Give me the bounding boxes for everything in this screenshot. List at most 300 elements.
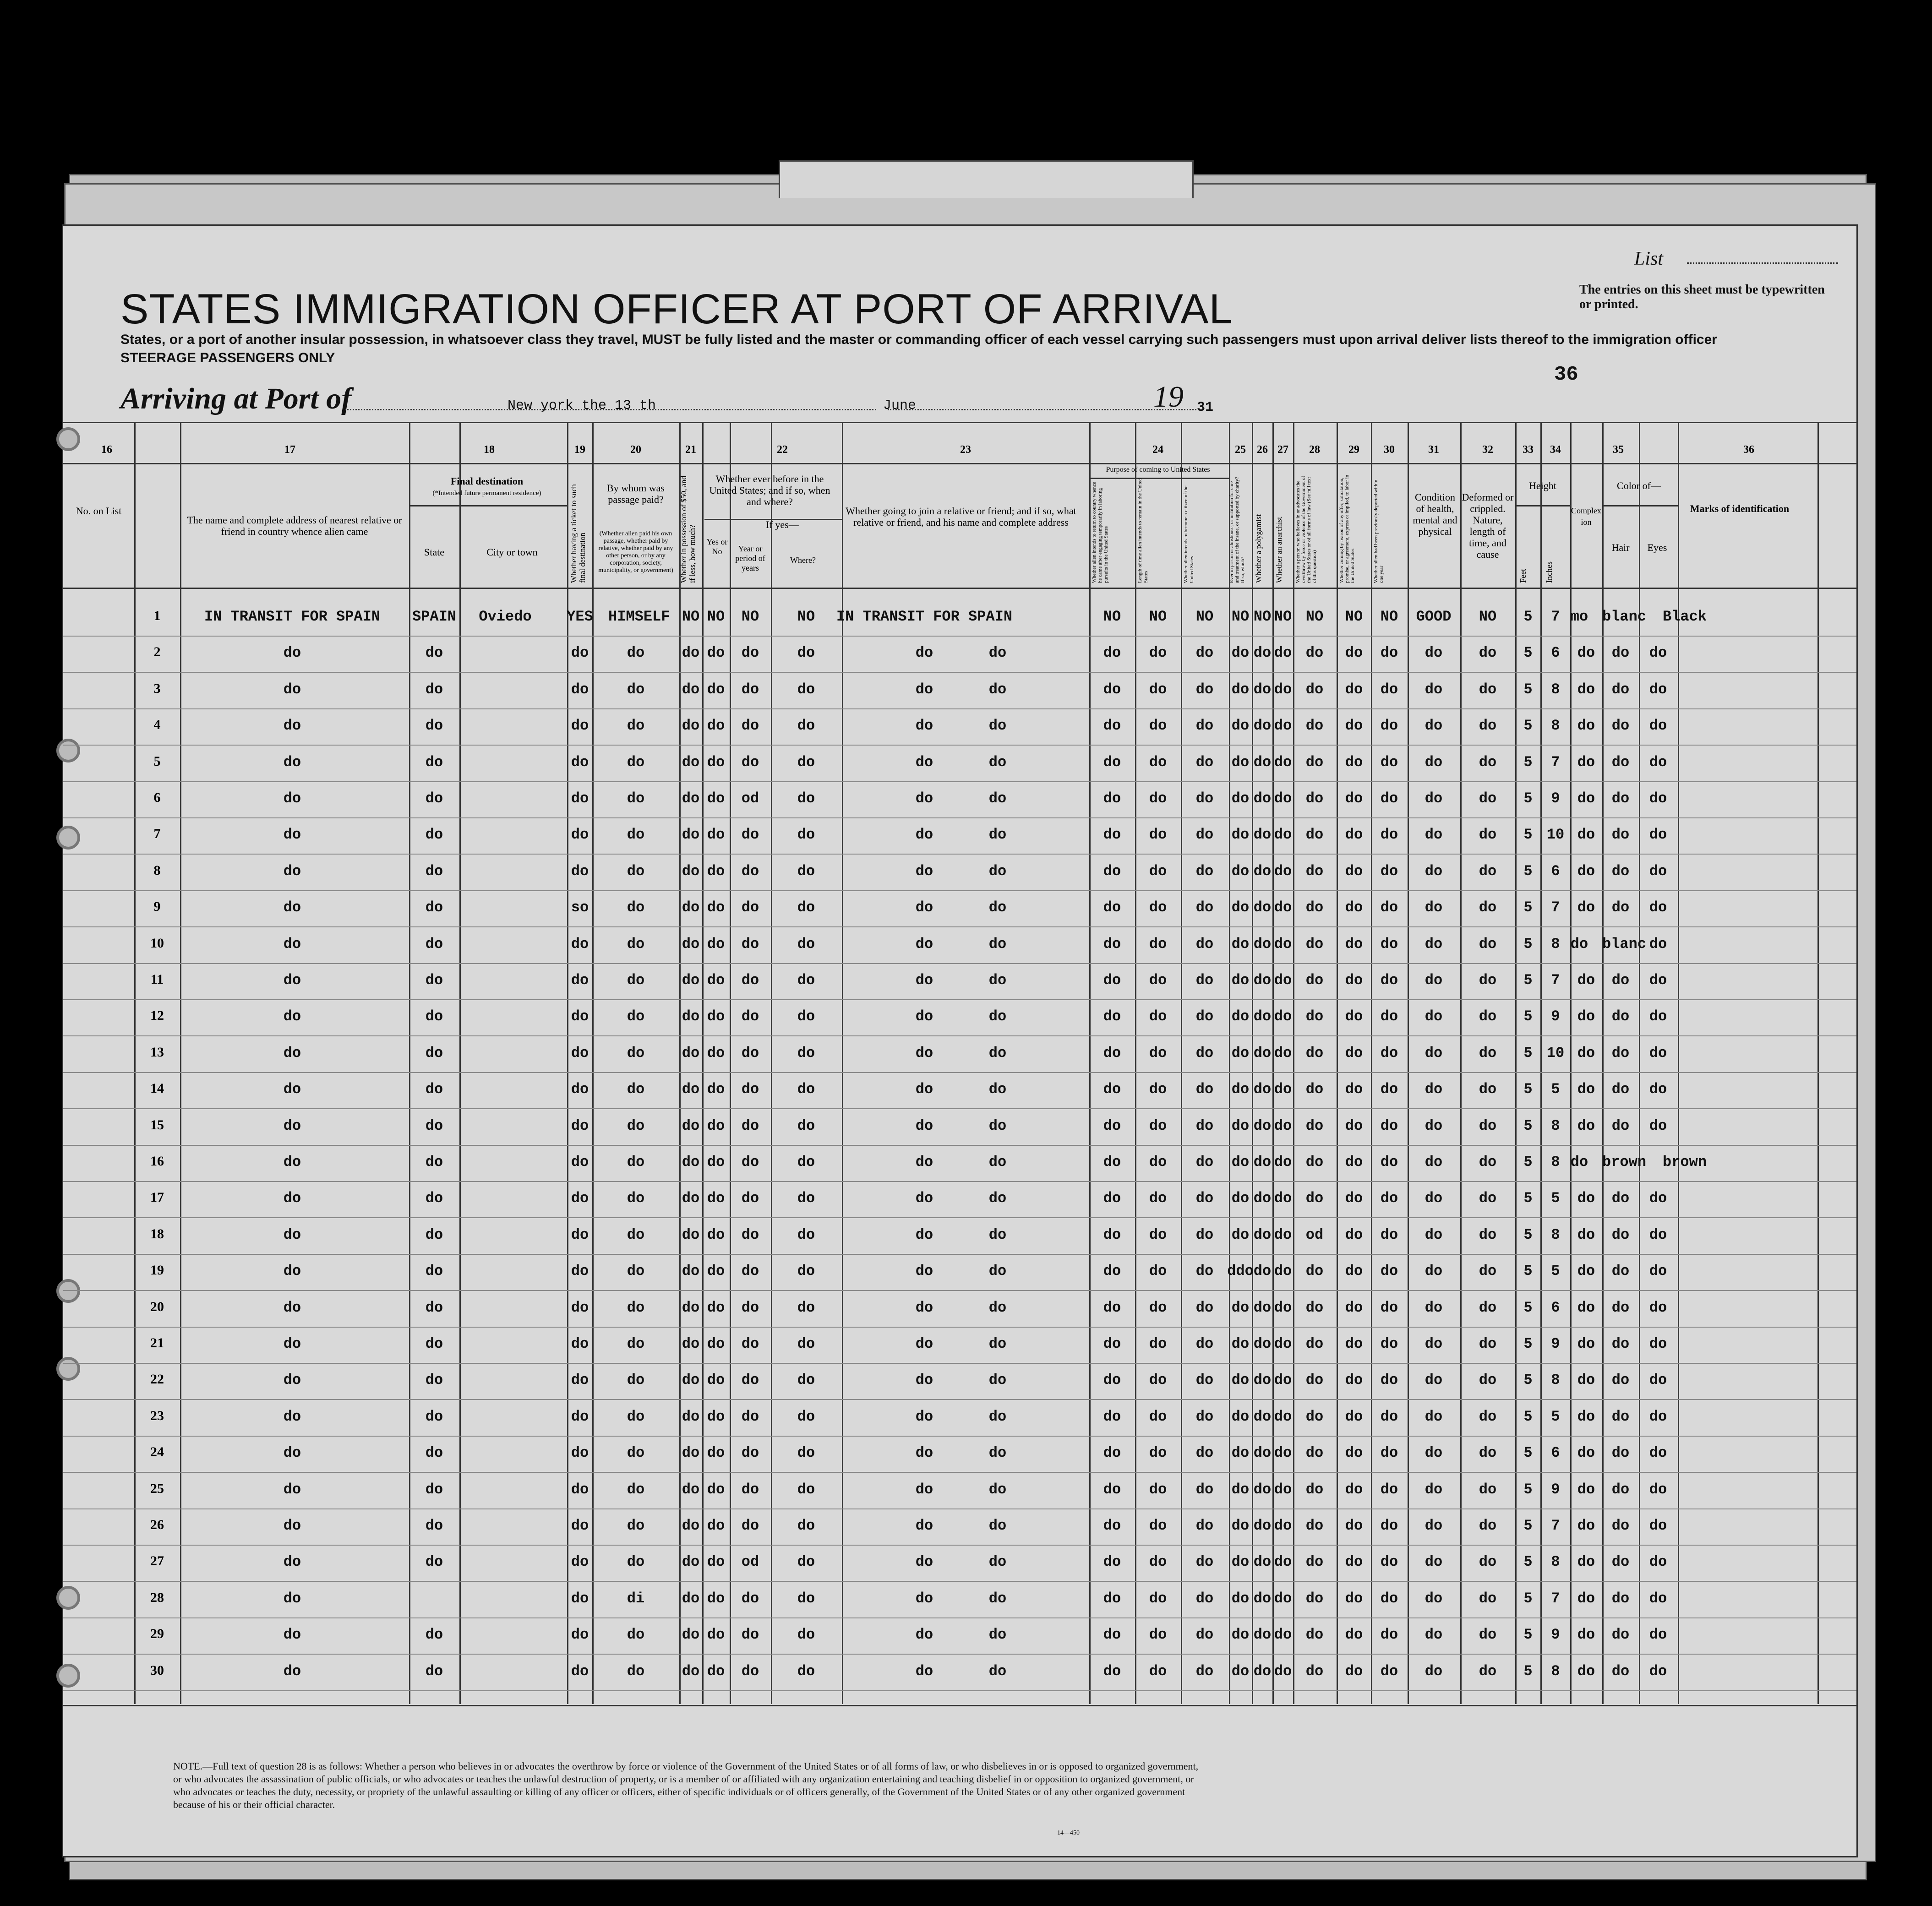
cell-p24c: do (1195, 1444, 1214, 1462)
cell-p24c: do (1195, 681, 1214, 698)
cell-state: do (425, 1481, 443, 1498)
cell-state: do (425, 1626, 443, 1644)
cell-c27: do (1274, 1263, 1292, 1280)
cell-p24b: do (1149, 1299, 1167, 1316)
cell-p24b: do (1149, 1226, 1167, 1243)
cell-period: do (741, 1117, 759, 1134)
cell-before: do (707, 1190, 725, 1207)
cell-feet: 5 (1523, 1335, 1533, 1352)
cell-state: do (425, 717, 443, 735)
cell-c25: do (1231, 644, 1250, 662)
cell-c26: do (1253, 899, 1272, 916)
cell-p24a: do (1103, 1481, 1121, 1498)
list-label: List (1634, 248, 1664, 269)
header-health: Condition of health, mental and physical (1413, 491, 1457, 537)
cell-health: do (1424, 899, 1443, 916)
cell-deformed: do (1479, 1662, 1497, 1680)
row-number: 7 (153, 826, 161, 842)
cell-before: do (707, 681, 725, 698)
cell-c29: do (1345, 1444, 1363, 1462)
cell-ticket: do (571, 826, 589, 844)
cell-health: do (1424, 1444, 1443, 1462)
cell-p24b: do (1149, 717, 1167, 735)
cell-feet: 5 (1523, 1481, 1533, 1498)
cell-join2: do (988, 681, 1007, 698)
cell-hair: do (1611, 1517, 1630, 1534)
column-number: 31 (1428, 444, 1439, 456)
cell-health: do (1424, 1481, 1443, 1498)
row-number: 1 (153, 608, 161, 623)
column-number: 16 (101, 444, 112, 456)
cell-p24c: do (1195, 1590, 1214, 1607)
column-number: 33 (1523, 444, 1534, 456)
cell-ticket: do (571, 1481, 589, 1498)
cell-inches: 8 (1551, 1154, 1560, 1171)
cell-eyes: brown (1663, 1154, 1707, 1171)
cell-health: do (1424, 1372, 1443, 1389)
punch-hole (56, 427, 80, 451)
cell-c28: do (1305, 1590, 1324, 1607)
cell-health: do (1424, 1008, 1443, 1025)
row-rule (63, 1545, 1856, 1546)
cell-p24b: do (1149, 1263, 1167, 1280)
cell-ticket: do (571, 681, 589, 698)
cell-inches: 7 (1551, 972, 1560, 989)
cell-join2: do (988, 1154, 1007, 1171)
table-rule (63, 422, 1856, 423)
cell-health: do (1424, 644, 1443, 662)
cell-c29: do (1345, 1226, 1363, 1243)
cell-c30: do (1380, 1408, 1398, 1425)
cell-join: do (915, 1190, 933, 1207)
cell-c25: do (1231, 1226, 1250, 1243)
cell-c26: do (1253, 1372, 1272, 1389)
cell-period: do (741, 862, 759, 880)
cell-complexion: do (1577, 1190, 1595, 1207)
cell-before: do (707, 1372, 725, 1389)
cell-state: do (425, 1226, 443, 1243)
row-rule (63, 1690, 1856, 1691)
cell-period: do (741, 1372, 759, 1389)
cell-money: do (682, 1517, 700, 1534)
cell-c25: do (1231, 1154, 1250, 1171)
cell-p24a: do (1103, 1299, 1121, 1316)
cell-c25: do (1231, 862, 1250, 880)
cell-c27: do (1274, 1372, 1292, 1389)
cell-c27: do (1274, 717, 1292, 735)
cell-ticket: do (571, 753, 589, 771)
cell-period: do (741, 1590, 759, 1607)
cell-deformed: do (1479, 1044, 1497, 1062)
cell-complexion: do (1577, 717, 1595, 735)
cell-relative: do (283, 862, 301, 880)
cell-c26: do (1253, 935, 1272, 953)
cell-c25: do (1231, 1590, 1250, 1607)
cell-passage: do (627, 1481, 645, 1498)
header-prison: Ever in prison or almshouse, or institution for care and treatment of the insane, or supported by charity? If so, which? (1229, 477, 1245, 583)
cell-join2: do (988, 826, 1007, 844)
cell-complexion: do (1577, 1662, 1595, 1680)
cell-state: do (425, 753, 443, 771)
cell-period: do (741, 1408, 759, 1425)
cell-c28: do (1305, 790, 1324, 807)
cell-period: do (741, 1226, 759, 1243)
row-rule (63, 1035, 1856, 1036)
cell-before: do (707, 935, 725, 953)
cell-p24c: do (1195, 1481, 1214, 1498)
cell-deformed: do (1479, 1626, 1497, 1644)
cell-state: do (425, 1517, 443, 1534)
cell-hair: do (1611, 1299, 1630, 1316)
cell-where: do (797, 899, 815, 916)
column-number: 29 (1348, 444, 1359, 456)
cell-inches: 7 (1551, 899, 1560, 916)
cell-period: do (741, 1044, 759, 1062)
header-hair: Hair (1611, 542, 1630, 553)
cell-feet: 5 (1523, 790, 1533, 807)
cell-c27: do (1274, 644, 1292, 662)
cell-p24a: do (1103, 1044, 1121, 1062)
cell-relative: do (283, 681, 301, 698)
cell-join: do (915, 1117, 933, 1134)
cell-feet: 5 (1523, 1117, 1533, 1134)
cell-money: do (682, 1117, 700, 1134)
cell-eyes: do (1649, 644, 1667, 662)
cell-c30: do (1380, 935, 1398, 953)
column-number: 21 (685, 444, 696, 456)
cell-eyes: do (1649, 972, 1667, 989)
cell-hair: do (1611, 790, 1630, 807)
cell-feet: 5 (1523, 1553, 1533, 1571)
cell-eyes: do (1649, 1008, 1667, 1025)
cell-where: do (797, 1335, 815, 1352)
cell-c26: do (1253, 1299, 1272, 1316)
column-number: 30 (1384, 444, 1395, 456)
cell-health: do (1424, 1517, 1443, 1534)
cell-c25: do (1231, 753, 1250, 771)
cell-p24a: do (1103, 1372, 1121, 1389)
cell-complexion: do (1577, 1517, 1595, 1534)
cell-relative: do (283, 1517, 301, 1534)
cell-where: do (797, 1553, 815, 1571)
cell-p24c: do (1195, 1408, 1214, 1425)
cell-passage: do (627, 1553, 645, 1571)
cell-join: do (915, 1590, 933, 1607)
cell-join: do (915, 1044, 933, 1062)
cell-deformed: do (1479, 1008, 1497, 1025)
cell-feet: 5 (1523, 1263, 1533, 1280)
cell-deformed: do (1479, 790, 1497, 807)
cell-before: do (707, 1154, 725, 1171)
cell-hair: do (1611, 1481, 1630, 1498)
cell-before: do (707, 644, 725, 662)
cell-where: do (797, 1044, 815, 1062)
cell-c27: do (1274, 753, 1292, 771)
cell-p24b: do (1149, 1662, 1167, 1680)
cell-c27: do (1274, 790, 1292, 807)
cell-where: do (797, 1117, 815, 1134)
cell-join2: do (988, 1190, 1007, 1207)
cell-passage: do (627, 681, 645, 698)
cell-money: do (682, 972, 700, 989)
cell-c26: do (1253, 1226, 1272, 1243)
cell-money: do (682, 826, 700, 844)
cell-relative: IN TRANSIT FOR SPAIN (204, 608, 381, 625)
column-number: 36 (1743, 444, 1754, 456)
column-number: 28 (1309, 444, 1320, 456)
cell-hair: blanc (1602, 608, 1647, 625)
cell-money: do (682, 1590, 700, 1607)
cell-c30: do (1380, 1553, 1398, 1571)
cell-period: do (741, 826, 759, 844)
cell-p24a: do (1103, 1408, 1121, 1425)
cell-health: do (1424, 1626, 1443, 1644)
cell-join: do (915, 1444, 933, 1462)
cell-hair: brown (1602, 1154, 1647, 1171)
cell-feet: 5 (1523, 608, 1533, 625)
cell-where: do (797, 1517, 815, 1534)
cell-where: do (797, 1081, 815, 1098)
cell-c26: do (1253, 1517, 1272, 1534)
cell-join2: do (988, 1299, 1007, 1316)
arriving-label: Arriving at Port of (120, 382, 352, 415)
cell-period: do (741, 753, 759, 771)
cell-c26: do (1253, 1626, 1272, 1644)
row-rule (63, 854, 1856, 855)
row-number: 20 (150, 1299, 164, 1314)
form-number: 14—450 (1057, 1830, 1080, 1836)
cell-p24a: do (1103, 1662, 1121, 1680)
row-rule (63, 1290, 1856, 1291)
year-suffix: 31 (1197, 400, 1214, 415)
cell-c26: do (1253, 1481, 1272, 1498)
cell-state: do (425, 681, 443, 698)
cell-p24a: do (1103, 1008, 1121, 1025)
cell-join2: do (988, 1372, 1007, 1389)
cell-health: do (1424, 1044, 1443, 1062)
row-rule (63, 1581, 1856, 1582)
cell-hair: do (1611, 1008, 1630, 1025)
cell-p24b: do (1149, 1626, 1167, 1644)
cell-p24b: NO (1149, 608, 1167, 625)
cell-join2: do (988, 1081, 1007, 1098)
cell-ticket: do (571, 1226, 589, 1243)
cell-passage: do (627, 972, 645, 989)
cell-c29: do (1345, 1117, 1363, 1134)
cell-money: do (682, 899, 700, 916)
cell-c28: do (1305, 1626, 1324, 1644)
cell-deformed: do (1479, 826, 1497, 844)
cell-feet: 5 (1523, 1044, 1533, 1062)
cell-c26: do (1253, 717, 1272, 735)
cell-feet: 5 (1523, 1081, 1533, 1098)
row-rule (63, 672, 1856, 673)
cell-hair: do (1611, 1408, 1630, 1425)
cell-hair: do (1611, 972, 1630, 989)
cell-join: do (915, 1263, 933, 1280)
cell-c29: do (1345, 1008, 1363, 1025)
header-final-destination: Final destination (450, 475, 524, 487)
cell-deformed: do (1479, 1117, 1497, 1134)
cell-before: do (707, 826, 725, 844)
row-number: 15 (150, 1117, 164, 1133)
cell-where: do (797, 1008, 815, 1025)
cell-passage: do (627, 1190, 645, 1207)
cell-p24b: do (1149, 1408, 1167, 1425)
cell-before: do (707, 1481, 725, 1498)
cell-relative: do (283, 1481, 301, 1498)
cell-passage: do (627, 1444, 645, 1462)
cell-feet: 5 (1523, 1226, 1533, 1243)
cell-eyes: do (1649, 1553, 1667, 1571)
cell-hair: do (1611, 899, 1630, 916)
page-title: STATES IMMIGRATION OFFICER AT PORT OF ARRIVAL (120, 286, 1233, 332)
cell-inches: 9 (1551, 1335, 1560, 1352)
cell-relative: do (283, 717, 301, 735)
cell-complexion: do (1577, 899, 1595, 916)
cell-c28: do (1305, 1263, 1324, 1280)
cell-before: do (707, 790, 725, 807)
cell-p24b: do (1149, 1372, 1167, 1389)
arrival-port-date: New york the 13 th (508, 398, 656, 414)
cell-join: do (915, 644, 933, 662)
cell-c28: do (1305, 1154, 1324, 1171)
row-number: 14 (150, 1081, 164, 1096)
row-rule (63, 1072, 1856, 1073)
cell-join: do (915, 826, 933, 844)
row-number: 12 (150, 1008, 164, 1024)
cell-period: do (741, 681, 759, 698)
cell-state: do (425, 826, 443, 844)
cell-c26: do (1253, 681, 1272, 698)
cell-eyes: do (1649, 862, 1667, 880)
cell-p24c: do (1195, 1154, 1214, 1171)
cell-period: do (741, 1335, 759, 1352)
column-number: 35 (1613, 444, 1624, 456)
cell-p24a: do (1103, 753, 1121, 771)
cell-money: do (682, 1044, 700, 1062)
cell-where: do (797, 1481, 815, 1498)
cell-join2: do (988, 1117, 1007, 1134)
cell-c27: do (1274, 1226, 1292, 1243)
cell-p24c: do (1195, 753, 1214, 771)
cell-state: do (425, 1117, 443, 1134)
cell-inches: 7 (1551, 608, 1560, 625)
cell-passage: do (627, 1299, 645, 1316)
cell-where: do (797, 1190, 815, 1207)
cell-c26: do (1253, 826, 1272, 844)
cell-inches: 5 (1551, 1408, 1560, 1425)
header-deformed: Deformed or crippled. Nature, length of time, and cause (1462, 491, 1514, 560)
cell-p24c: do (1195, 826, 1214, 844)
column-number: 25 (1235, 444, 1246, 456)
cell-where: do (797, 1408, 815, 1425)
cell-join2: do (988, 753, 1007, 771)
cell-p24b: do (1149, 1553, 1167, 1571)
cell-p24a: do (1103, 1190, 1121, 1207)
cell-eyes: do (1649, 935, 1667, 953)
cell-ticket: do (571, 862, 589, 880)
cell-c30: do (1380, 899, 1398, 916)
cell-feet: 5 (1523, 935, 1533, 953)
cell-before: do (707, 1008, 725, 1025)
cell-inches: 6 (1551, 1444, 1560, 1462)
cell-period: do (741, 717, 759, 735)
cell-c28: do (1305, 862, 1324, 880)
cell-complexion: do (1570, 935, 1588, 953)
cell-c30: do (1380, 972, 1398, 989)
cell-eyes: do (1649, 1190, 1667, 1207)
cell-complexion: do (1577, 1081, 1595, 1098)
column-number: 18 (484, 444, 495, 456)
cell-c27: do (1274, 1481, 1292, 1498)
cell-join: do (915, 1626, 933, 1644)
cell-join: do (915, 1372, 933, 1389)
row-rule (63, 1254, 1856, 1255)
cell-c28: od (1305, 1226, 1324, 1243)
cell-ticket: do (571, 1553, 589, 1571)
row-number: 16 (150, 1154, 164, 1169)
cell-eyes: Black (1663, 608, 1707, 625)
cell-passage: do (627, 1408, 645, 1425)
month-line (888, 409, 1199, 410)
cell-p24a: do (1103, 1081, 1121, 1098)
header-state: State (424, 546, 444, 558)
cell-join2: do (988, 1044, 1007, 1062)
cell-c30: do (1380, 1444, 1398, 1462)
cell-deformed: do (1479, 1335, 1497, 1352)
cell-eyes: do (1649, 1517, 1667, 1534)
cell-deformed: do (1479, 935, 1497, 953)
cell-period: do (741, 1662, 759, 1680)
cell-before: do (707, 1081, 725, 1098)
cell-inches: 8 (1551, 1662, 1560, 1680)
cell-p24c: do (1195, 1372, 1214, 1389)
cell-c30: do (1380, 1226, 1398, 1243)
cell-p24b: do (1149, 681, 1167, 698)
cell-c30: NO (1380, 608, 1398, 625)
cell-c28: do (1305, 1008, 1324, 1025)
column-number: 22 (777, 444, 788, 456)
cell-c29: NO (1345, 608, 1363, 625)
cell-c25: do (1231, 1117, 1250, 1134)
cell-c28: do (1305, 972, 1324, 989)
header-city: City or town (486, 546, 538, 558)
cell-relative: do (283, 1335, 301, 1352)
column-rule (1817, 422, 1819, 1704)
cell-deformed: do (1479, 1444, 1497, 1462)
cell-deformed: do (1479, 1299, 1497, 1316)
row-number: 6 (153, 790, 161, 805)
cell-period: do (741, 1263, 759, 1280)
cell-ticket: do (571, 1517, 589, 1534)
cell-inches: 9 (1551, 1481, 1560, 1498)
cell-p24c: do (1195, 1190, 1214, 1207)
cell-p24b: do (1149, 1044, 1167, 1062)
cell-c27: do (1274, 935, 1292, 953)
cell-complexion: do (1577, 1444, 1595, 1462)
row-rule (63, 636, 1856, 637)
cell-inches: 7 (1551, 1590, 1560, 1607)
cell-relative: do (283, 1117, 301, 1134)
cell-join: do (915, 1553, 933, 1571)
cell-health: do (1424, 1263, 1443, 1280)
cell-feet: 5 (1523, 862, 1533, 880)
cell-eyes: do (1649, 753, 1667, 771)
cell-join: do (915, 935, 933, 953)
row-rule (63, 1217, 1856, 1218)
row-rule (63, 708, 1856, 709)
